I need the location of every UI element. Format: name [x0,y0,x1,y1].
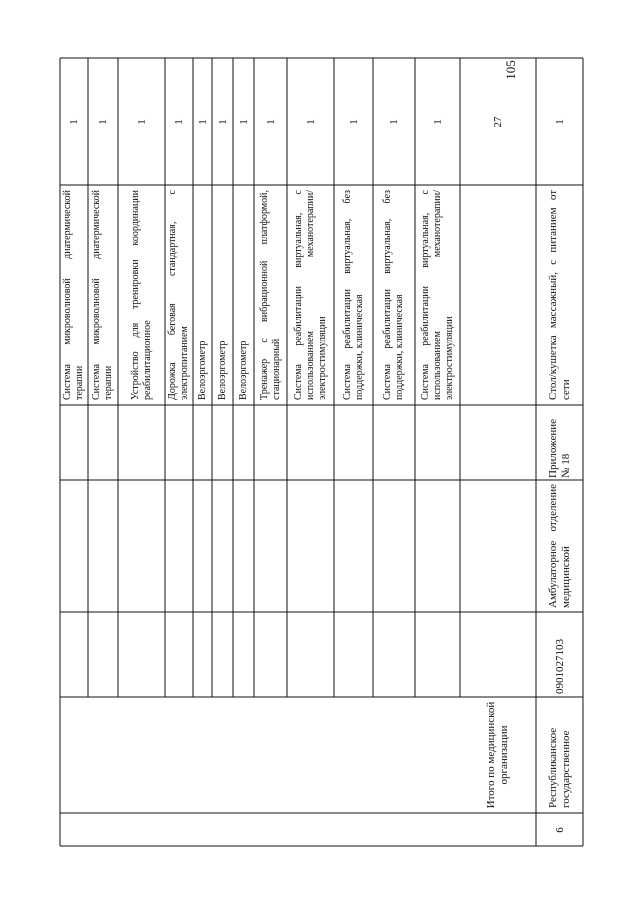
equipment-row [287,185,334,405]
total-value: 27 [492,116,504,127]
equipment-qty: 1 [264,118,277,125]
equipment-qty-cell [118,58,165,185]
equipment-row [233,185,254,405]
equipment-qty-cell [287,58,334,185]
equipment-qty-cell [193,58,212,185]
equipment-qty: 1 [173,118,185,125]
total-label: Итого по медицинской организации [485,701,510,809]
row6-code-cell [536,612,583,697]
equipment-row [193,185,212,405]
row6-equipment-cell [536,185,583,405]
row6-qty-cell [536,58,583,185]
row6-number: 6 [553,826,566,833]
equipment-qty: 1 [304,118,317,125]
row6-appendix-cell [536,405,583,480]
equipment-qty-cell [165,58,193,185]
equipment-qty: 1 [135,118,148,125]
row6-dept: Амбулаторное отделение медицинской [546,484,572,608]
row6-code: 0901027103 [553,638,566,694]
equipment-row [88,185,118,405]
equipment-name: Велоэргометр [237,340,249,400]
row6-qty: 1 [553,118,566,125]
row6-number-cell [536,813,583,846]
equipment-name: Система реабилитации виртуальная, с использованием механотерапии/электростимуляции [292,190,328,400]
equipment-qty-cell [88,58,118,185]
row6-dept-cell [536,480,583,612]
equipment-qty-cell [60,58,88,185]
equipment-qty: 1 [347,118,360,125]
total-label-cell [460,697,536,813]
equipment-row [118,185,165,405]
equipment-qty: 1 [97,118,109,125]
equipment-name: Система реабилитации виртуальная, без поддержки, клиническая [341,190,365,400]
equipment-row [165,185,193,405]
equipment-qty: 1 [237,118,250,125]
row6-org-cell [536,697,583,813]
equipment-qty: 1 [216,118,229,125]
equipment-row [254,185,287,405]
equipment-name: Тренажер с вибрационной платформой, стационарный [258,190,282,400]
equipment-name: Велоэргометр [196,340,208,400]
equipment-row [373,185,415,405]
equipment-row [212,185,233,405]
equipment-name: Система реабилитации виртуальная, без поддержки, клиническая [382,190,405,400]
equipment-qty-cell [373,58,415,185]
equipment-qty-cell [254,58,287,185]
equipment-qty-cell [415,58,460,185]
equipment-qty: 1 [388,118,400,125]
equipment-qty: 1 [431,118,444,125]
equipment-row [60,185,88,405]
equipment-qty-cell [212,58,233,185]
equipment-qty-cell [233,58,254,185]
equipment-qty-cell [334,58,373,185]
equipment-name: Устройство для тренировки координации реабилитационное [129,190,153,400]
equipment-qty: 1 [196,118,209,125]
row6-equipment: Стол/кушетка массажный, с питанием от сети [546,190,572,400]
equipment-row [334,185,373,405]
equipment-name: Система микроволновой диатермической терапии [91,190,114,400]
equipment-qty: 1 [68,118,80,125]
equipment-name: Система микроволновой диатермической терапии [62,190,85,400]
page-number: 105 [503,60,518,80]
total-value-cell [460,58,536,185]
equipment-row [415,185,460,405]
equipment-name: Велоэргометр [216,340,228,400]
row6-org: Республиканское государственное [546,727,572,808]
equipment-name: Система реабилитации виртуальная, с использованием механотерапии/электростимуляции [419,190,455,400]
row6-appendix: Приложение № 18 [546,418,572,478]
equipment-name: Дорожка беговая стандартная, с электропитанием [167,190,190,400]
